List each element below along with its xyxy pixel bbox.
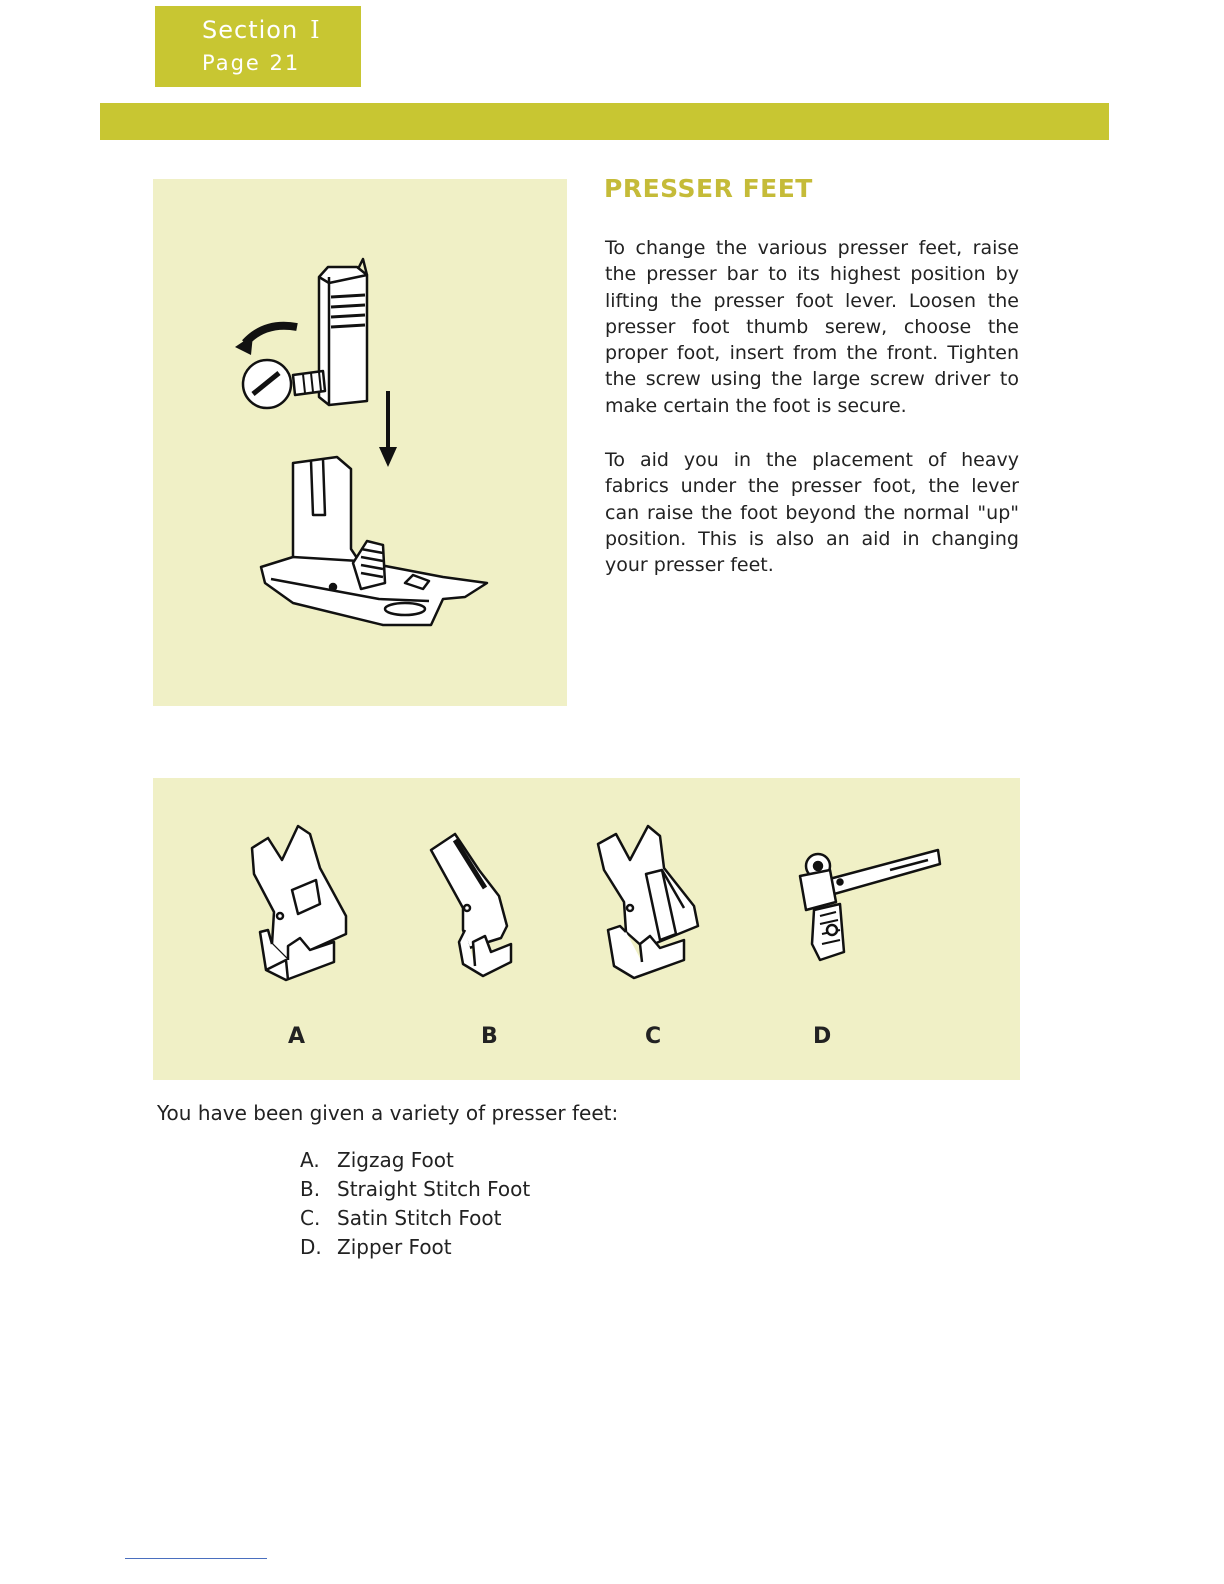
section-label: Section bbox=[202, 16, 299, 44]
page-title: PRESSER FEET bbox=[604, 174, 813, 203]
list-item: D. Zipper Foot bbox=[300, 1235, 452, 1259]
list-item: A. Zigzag Foot bbox=[300, 1148, 454, 1172]
feet-list bbox=[300, 1146, 530, 1262]
figure-label-d: D bbox=[813, 1024, 832, 1049]
feet-intro-text: You have been given a variety of presser feet: bbox=[157, 1101, 619, 1125]
figure-label-b: B bbox=[481, 1024, 498, 1049]
paragraph-heavy-fabrics: To aid you in the placement of heavy fabrics under the presser foot, the lever can raise the foot beyond the normal "up" position. This is also an aid in changing your presser feet. bbox=[605, 449, 1019, 577]
paragraph-change-feet: To change the various presser feet, raise the presser bar to its highest position by lifting the presser foot lever. Loosen the presser foot thumb serew, choose the proper foot, insert from the front. Tighten the screw using the large screw driver to make certain the foot is secure. bbox=[605, 237, 1019, 417]
list-item: C. Satin Stitch Foot bbox=[300, 1206, 502, 1230]
figure-label-a: A bbox=[288, 1024, 306, 1049]
straight-stitch-foot-illustration bbox=[425, 826, 535, 986]
figure-label-c: C bbox=[645, 1024, 662, 1049]
header-band bbox=[100, 103, 1109, 140]
list-item: B. Straight Stitch Foot bbox=[300, 1177, 531, 1201]
footer-rule bbox=[125, 1558, 267, 1559]
zipper-foot-illustration bbox=[790, 840, 950, 970]
satin-stitch-foot-illustration bbox=[590, 822, 710, 987]
presser-bar-illustration bbox=[153, 179, 567, 706]
zigzag-foot-illustration bbox=[240, 820, 360, 990]
section-number: I bbox=[310, 16, 321, 44]
page-label: Page 21 bbox=[202, 51, 301, 75]
section-tab bbox=[155, 6, 361, 87]
